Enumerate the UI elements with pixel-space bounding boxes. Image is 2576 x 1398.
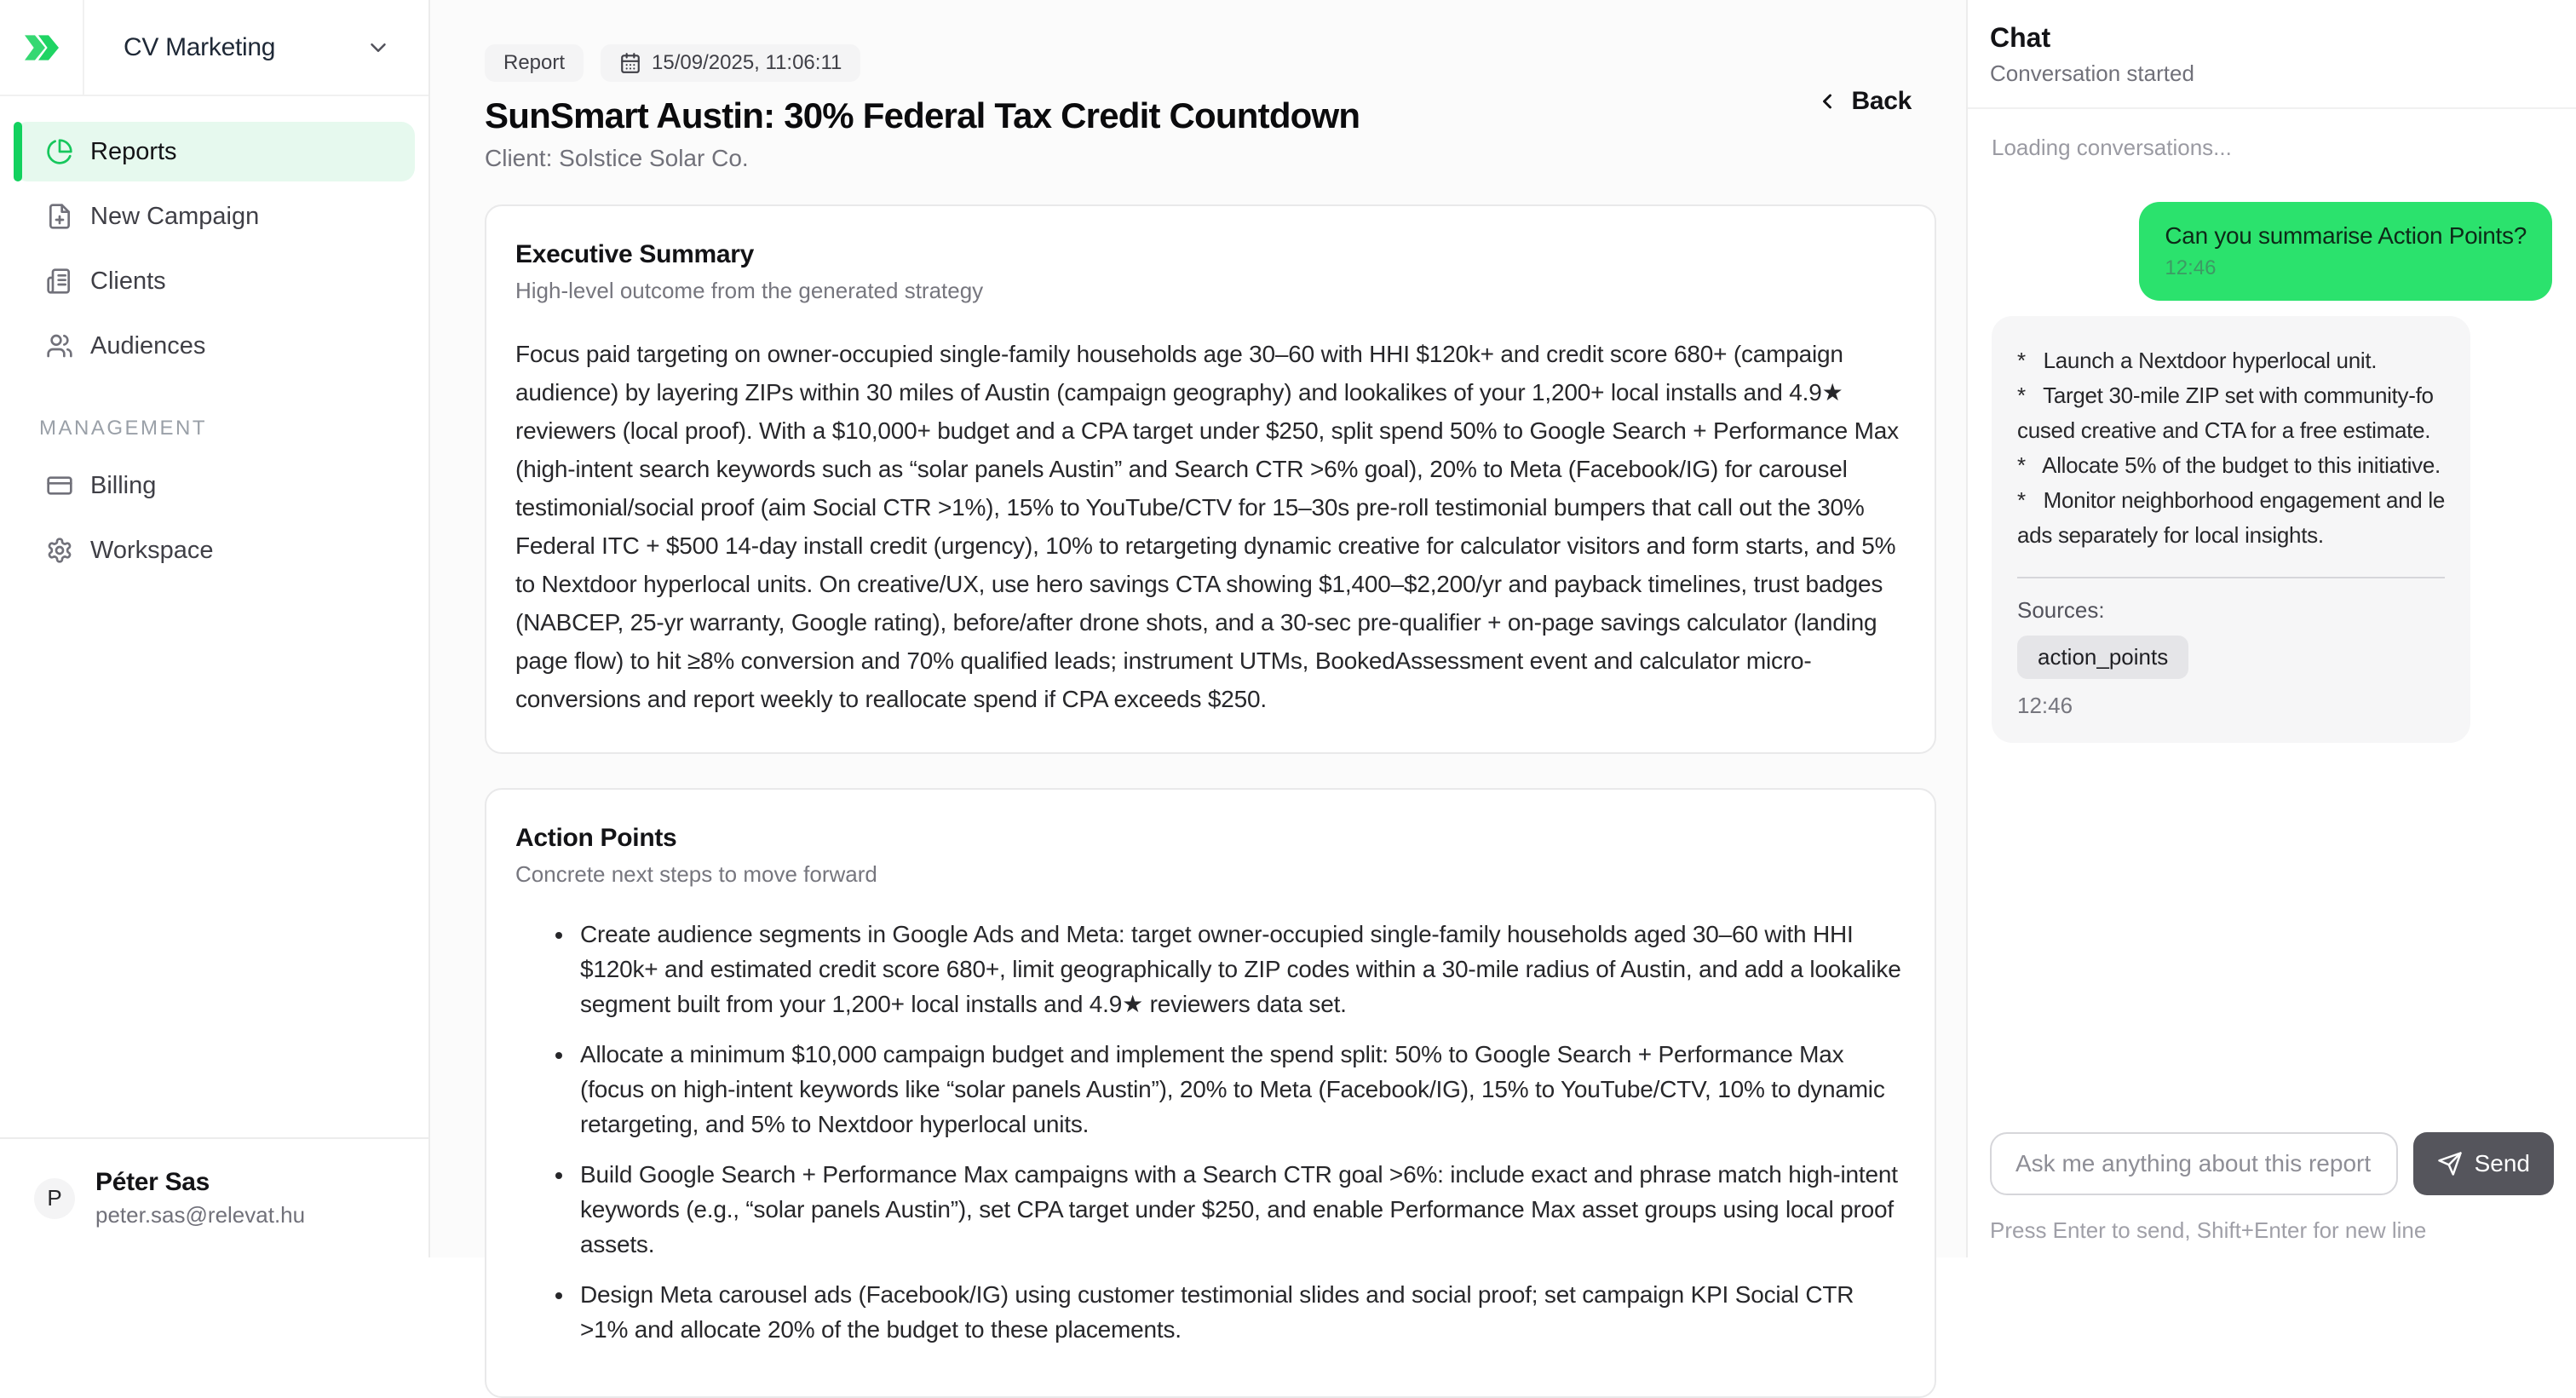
action-point-item: • Create audience segments in Google Ads and Meta: target owner-occupied single-family households aged 30–60 with HHI $120k+ and estimated credit score 680+, limit geographically to ZIP codes within a 30-mile radius of Austin, and add a lookalike segment built from your 1,200+ local installs and 4.9★ reviewers data set. <box>575 917 1906 1021</box>
chat-header <box>1968 0 2576 109</box>
report-date-badge <box>601 44 860 82</box>
chat-panel <box>1966 0 2576 1257</box>
back-label: Back <box>1851 87 1912 115</box>
sidebar-item-clients[interactable] <box>14 251 415 311</box>
assistant-message-line: ads separately for local insights. <box>2017 522 2324 548</box>
action-points-title: Action Points <box>515 824 677 852</box>
double-chevron-logo-icon <box>21 27 62 68</box>
chat-input[interactable] <box>1990 1132 2398 1195</box>
assistant-message-line: * Launch a Nextdoor hyperlocal unit. <box>2017 348 2378 373</box>
sidebar <box>0 0 430 1257</box>
avatar: P <box>34 1178 75 1219</box>
back-button[interactable] <box>1815 87 1912 116</box>
assistant-message-line: cused creative and CTA for a free estimate. <box>2017 417 2431 443</box>
sidebar-nav <box>0 96 428 585</box>
action-point-item: • Allocate a minimum $10,000 campaign budget and implement the spend split: 50% to Google Search + Performance Max (focus on high-intent keywords like “solar panels Austin”), 20% to Meta (Facebook/IG), 15% to YouTube/CTV, 10% to dynamic retargeting, and 5% to Nextdoor hyperlocal units. <box>575 1037 1906 1142</box>
sidebar-item-label: Workspace <box>90 536 214 564</box>
users-icon <box>46 332 73 360</box>
chevron-left-icon <box>1815 89 1839 113</box>
send-button[interactable] <box>2413 1132 2554 1195</box>
sidebar-item-audiences[interactable] <box>14 316 415 376</box>
workspace-name: CV Marketing <box>124 32 276 61</box>
calendar-icon <box>619 52 641 74</box>
workspace-selector[interactable] <box>84 0 428 95</box>
chat-message-list <box>1968 109 2576 1132</box>
chat-title: Chat <box>1990 22 2051 53</box>
user-chat-bubble <box>2139 202 2552 301</box>
sidebar-item-reports[interactable] <box>14 122 415 181</box>
user-message-time: 12:46 <box>2165 256 2217 279</box>
send-label: Send <box>2474 1150 2530 1177</box>
assistant-chat-bubble <box>1992 316 2470 743</box>
sidebar-item-label: New Campaign <box>90 202 260 230</box>
report-datetime: 15/09/2025, 11:06:11 <box>652 51 842 74</box>
executive-summary-card <box>485 204 1936 754</box>
sources-divider <box>2017 577 2445 578</box>
report-type-badge: Report <box>485 44 584 82</box>
action-point-item: • Build Google Search + Performance Max campaigns with a Search CTR goal >6%: include exact and phrase match high-intent keywords (e.g., “solar panels Austin”), set CPA target under $250, and enable Performance Max asset groups using local proof assets. <box>575 1157 1906 1262</box>
sidebar-item-billing[interactable] <box>14 456 415 515</box>
assistant-message-time: 12:46 <box>2017 693 2073 718</box>
sidebar-item-workspace[interactable] <box>14 521 415 580</box>
source-chip-action-points[interactable]: action_points <box>2017 636 2188 679</box>
action-points-subtitle: Concrete next steps to move forward <box>515 861 877 887</box>
page-title: SunSmart Austin: 30% Federal Tax Credit Countdown <box>485 95 1360 135</box>
chat-input-area <box>1968 1132 2576 1257</box>
chevron-down-icon <box>365 35 391 60</box>
report-client: Client: Solstice Solar Co. <box>485 145 749 171</box>
chat-hint: Press Enter to send, Shift+Enter for new line <box>1990 1217 2427 1243</box>
credit-card-icon <box>46 472 73 499</box>
action-points-card <box>485 788 1936 1398</box>
chat-loading-text: Loading conversations... <box>1992 135 2232 160</box>
management-section-label: MANAGEMENT <box>39 417 208 440</box>
sources-label: Sources: <box>2017 597 2105 623</box>
assistant-message-line: * Allocate 5% of the budget to this initiative. <box>2017 452 2441 478</box>
paper-plane-icon <box>2437 1151 2463 1177</box>
pie-chart-icon <box>46 138 73 165</box>
assistant-message-line: * Target 30-mile ZIP set with community-fo <box>2017 383 2434 408</box>
action-point-item: • Design Meta carousel ads (Facebook/IG) using customer testimonial slides and social proof; set campaign KPI Social CTR >1% and allocate 20% of the budget to these placements. <box>575 1277 1906 1347</box>
clients-ledger-icon <box>46 268 73 295</box>
assistant-message-line: * Monitor neighborhood engagement and le <box>2017 487 2445 513</box>
sidebar-header <box>0 0 428 96</box>
sidebar-item-label: Reports <box>90 137 177 165</box>
file-plus-icon <box>46 203 73 230</box>
user-email: peter.sas@relevat.hu <box>95 1202 306 1228</box>
sidebar-item-new-campaign[interactable] <box>14 187 415 246</box>
executive-summary-title: Executive Summary <box>515 240 755 268</box>
report-meta-row <box>485 44 1936 82</box>
chat-status: Conversation started <box>1990 60 2194 86</box>
user-menu[interactable] <box>0 1137 428 1257</box>
app-logo[interactable] <box>0 0 84 95</box>
sidebar-item-label: Clients <box>90 267 166 295</box>
gear-icon <box>46 537 73 564</box>
main-content <box>430 0 1966 1343</box>
action-points-list <box>515 917 1906 1347</box>
user-message-text: Can you summarise Action Points? <box>2165 222 2527 249</box>
sidebar-item-label: Audiences <box>90 331 206 360</box>
executive-summary-body: Focus paid targeting on owner-occupied single-family households age 30–60 with HHI $120k+ and credit score 680+ (campaign audience) by layering ZIPs within 30 miles of Austin (campaign geography) and lookalikes of your 1,200+ local installs and 4.9★ reviewers (local proof). With a $10,000+ budget and a CPA target under $250, split spend 50% to Google Search + Performance Max (high-intent search keywords such as “solar panels Austin” and Search CTR >6% goal), 20% to Meta (Facebook/IG) for carousel testimonial/social proof (aim Social CTR >1%), 15% to YouTube/CTV for 15–30s pre-roll testimonial bumpers that call out the 30% Federal ITC + $500 14-day install credit (urgency), 10% to retargeting dynamic creative for calculator visitors and form starts, and 5% to Nextdoor hyperlocal units. On creative/UX, use hero savings CTA showing $1,400–$2,200/yr and payback timelines, trust badges (NABCEP, 25-yr warranty, Google rating), before/after drone shots, and a 30-sec pre-qualifier + on-page savings calculator (landing page flow) to hit ≥8% conversion and 70% qualified leads; instrument UTMs, BookedAssessment event and calculator micro-conversions and report weekly to reallocate spend if CPA exceeds $250. <box>515 341 1899 712</box>
user-name: Péter Sas <box>95 1168 210 1196</box>
executive-summary-subtitle: High-level outcome from the generated strategy <box>515 278 984 303</box>
sidebar-item-label: Billing <box>90 471 157 499</box>
